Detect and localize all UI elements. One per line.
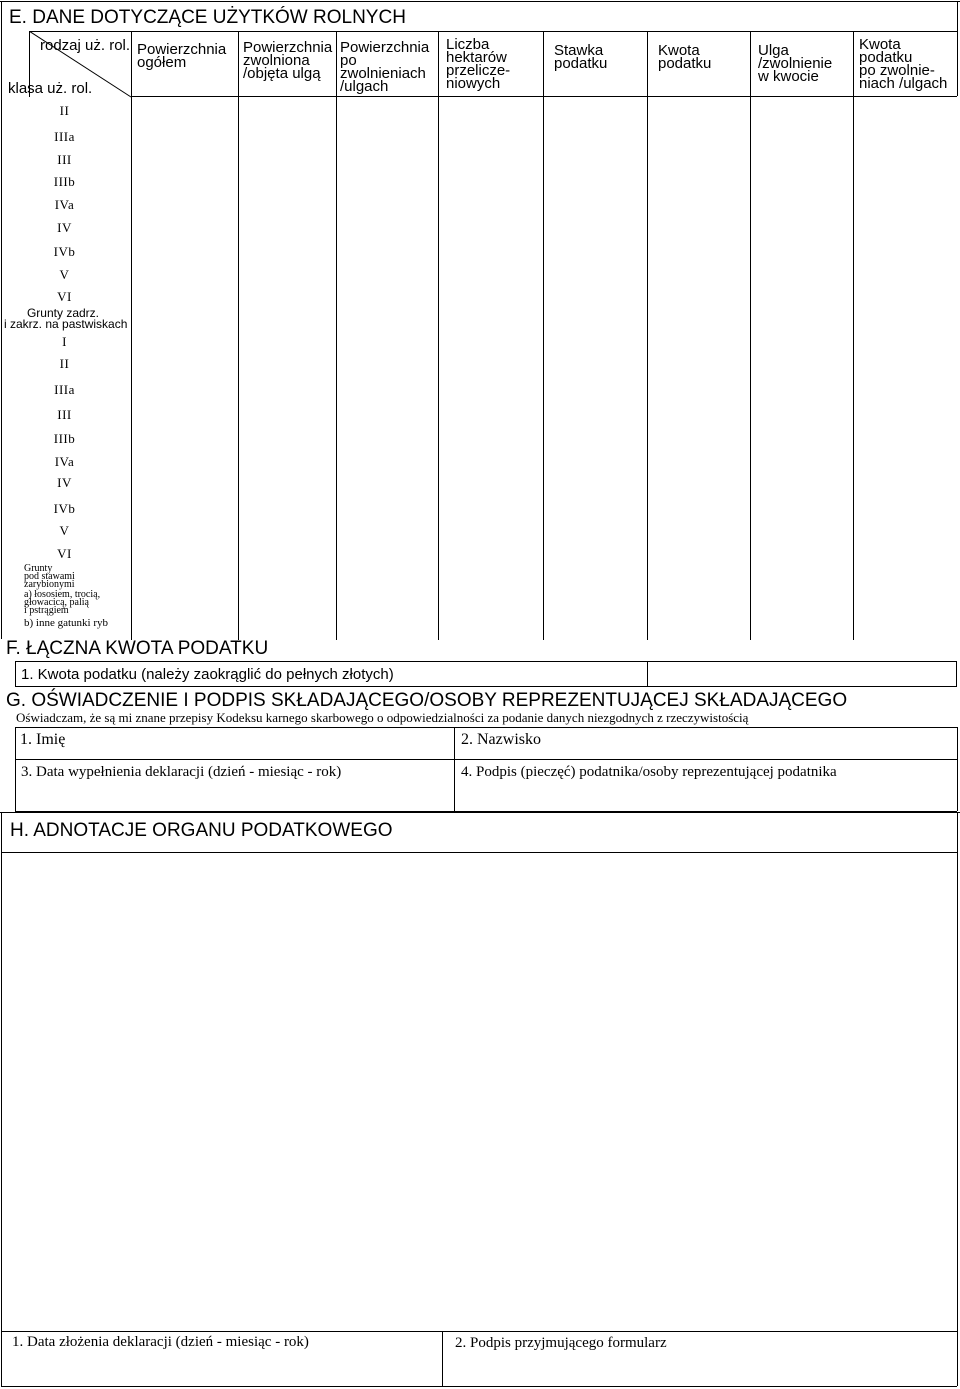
section-e-title: E. DANE DOTYCZĄCE UŻYTKÓW ROLNYCH [9, 7, 406, 28]
fill-date-input[interactable] [16, 760, 454, 811]
receiver-signature-label: 2. Podpis przyjmującego formularz [455, 1335, 667, 1351]
section-g [0, 690, 960, 815]
first-name-label: 1. Imię [20, 731, 66, 748]
row-label-ponds-b: b) inne gatunki ryb [24, 617, 109, 629]
last-name-label: 2. Nazwisko [461, 731, 541, 748]
row-label-arable-IIIb: IIIb [53, 174, 76, 189]
section-f [0, 636, 960, 691]
fill-date-label: 3. Data wypełnienia deklaracji (dzień - miesiąc - rok) [21, 764, 342, 780]
row-label-arable-VI: VI [57, 289, 72, 304]
col-header-conversion-hectares: Liczba hektarów przelicze- niowych [446, 36, 511, 92]
corner-label-top: rodzaj uż. rol. [40, 37, 131, 54]
col-header-exempt-area: Powierzchnia zwolniona /objęta ulgą [243, 39, 333, 82]
row-label-grass-II: II [59, 356, 70, 371]
section-f-title: F. ŁĄCZNA KWOTA PODATKU [6, 638, 269, 659]
signature-input[interactable] [455, 760, 957, 811]
submission-date-input[interactable] [2, 1332, 442, 1386]
row-label-arable-IV: IV [57, 220, 72, 235]
row-label-grass-IIIa: IIIa [54, 382, 75, 397]
row-label-ponds-a-line2: głowacicą, palią [24, 597, 89, 608]
row-label-ponds-line2: pod stawami [24, 571, 75, 582]
row-label-arable-III: III [57, 152, 72, 167]
row-label-ponds-a-line3: i pstrągiem [24, 605, 69, 616]
section-e-data-grid[interactable] [132, 97, 957, 640]
section-e [0, 0, 960, 640]
section-g-title: G. OŚWIADCZENIE I PODPIS SKŁADAJĄCEGO/OSOBY REPREZENTUJĄCEJ SKŁADAJĄCEGO [6, 690, 848, 711]
tax-total-label: 1. Kwota podatku (należy zaokrąglić do pełnych złotych) [21, 666, 394, 683]
section-h-title: H. ADNOTACJE ORGANU PODATKOWEGO [10, 820, 393, 841]
receiver-signature-input[interactable] [443, 1332, 957, 1386]
row-label-ponds-line3: zarybionymi [24, 579, 75, 590]
last-name-input[interactable] [455, 728, 957, 759]
row-label-grass-III: III [57, 407, 72, 422]
row-label-arable-II: II [59, 103, 70, 118]
signature-label: 4. Podpis (pieczęć) podatnika/osoby reprezentującej podatnika [461, 764, 837, 780]
row-label-ponds-a [24, 591, 100, 615]
row-label-arable-IIIa: IIIa [54, 129, 75, 144]
first-name-input[interactable] [16, 728, 454, 759]
row-label-grass-IVb: IVb [53, 501, 76, 516]
row-label-ponds-a-line1: a) łososiem, trocią, [24, 589, 101, 600]
col-header-total-area: Powierzchnia ogółem [137, 41, 227, 71]
row-label-grass-IVa: IVa [54, 454, 75, 469]
col-header-area-after-relief: Powierzchnia po zwolnieniach /ulgach [340, 39, 430, 95]
row-label-grunty-zadrz-line1: Grunty zadrz. [26, 306, 99, 320]
tax-total-input[interactable] [647, 661, 957, 687]
corner-label-bottom: klasa uż. rol. [8, 80, 93, 97]
col-header-relief-amount: Ulga /zwolnienie w kwocie [758, 42, 833, 85]
row-label-arable-IVa: IVa [54, 197, 75, 212]
row-label-grunty-zadrz-2: i zakrz. na pastwiskach [4, 317, 128, 331]
submission-date-label: 1. Data złożenia deklaracji (dzień - miesiąc - rok) [12, 1334, 309, 1350]
section-h [0, 812, 960, 1389]
row-label-arable-V: V [59, 267, 70, 282]
row-label-ponds [24, 565, 75, 589]
row-label-grass-I: I [62, 334, 67, 349]
row-label-arable-IVb: IVb [53, 244, 76, 259]
row-label-ponds-line1: Grunty [24, 563, 53, 574]
col-header-tax-after-relief: Kwota podatku po zwolnie- niach /ulgach [859, 36, 948, 92]
row-label-grass-VI: VI [57, 546, 72, 561]
row-label-grass-V: V [59, 523, 70, 538]
declaration-statement: Oświadczam, że są mi znane przepisy Kodeksu karnego skarbowego o odpowiedzialności za podanie danych niezgodnych z rzeczywistością [16, 710, 749, 725]
col-header-tax-amount: Kwota podatku [658, 42, 712, 72]
row-label-grass-IV: IV [57, 475, 72, 490]
row-label-grass-IIIb: IIIb [53, 431, 76, 446]
col-header-tax-rate: Stawka podatku [554, 42, 608, 72]
official-notes-area[interactable] [2, 853, 957, 1328]
